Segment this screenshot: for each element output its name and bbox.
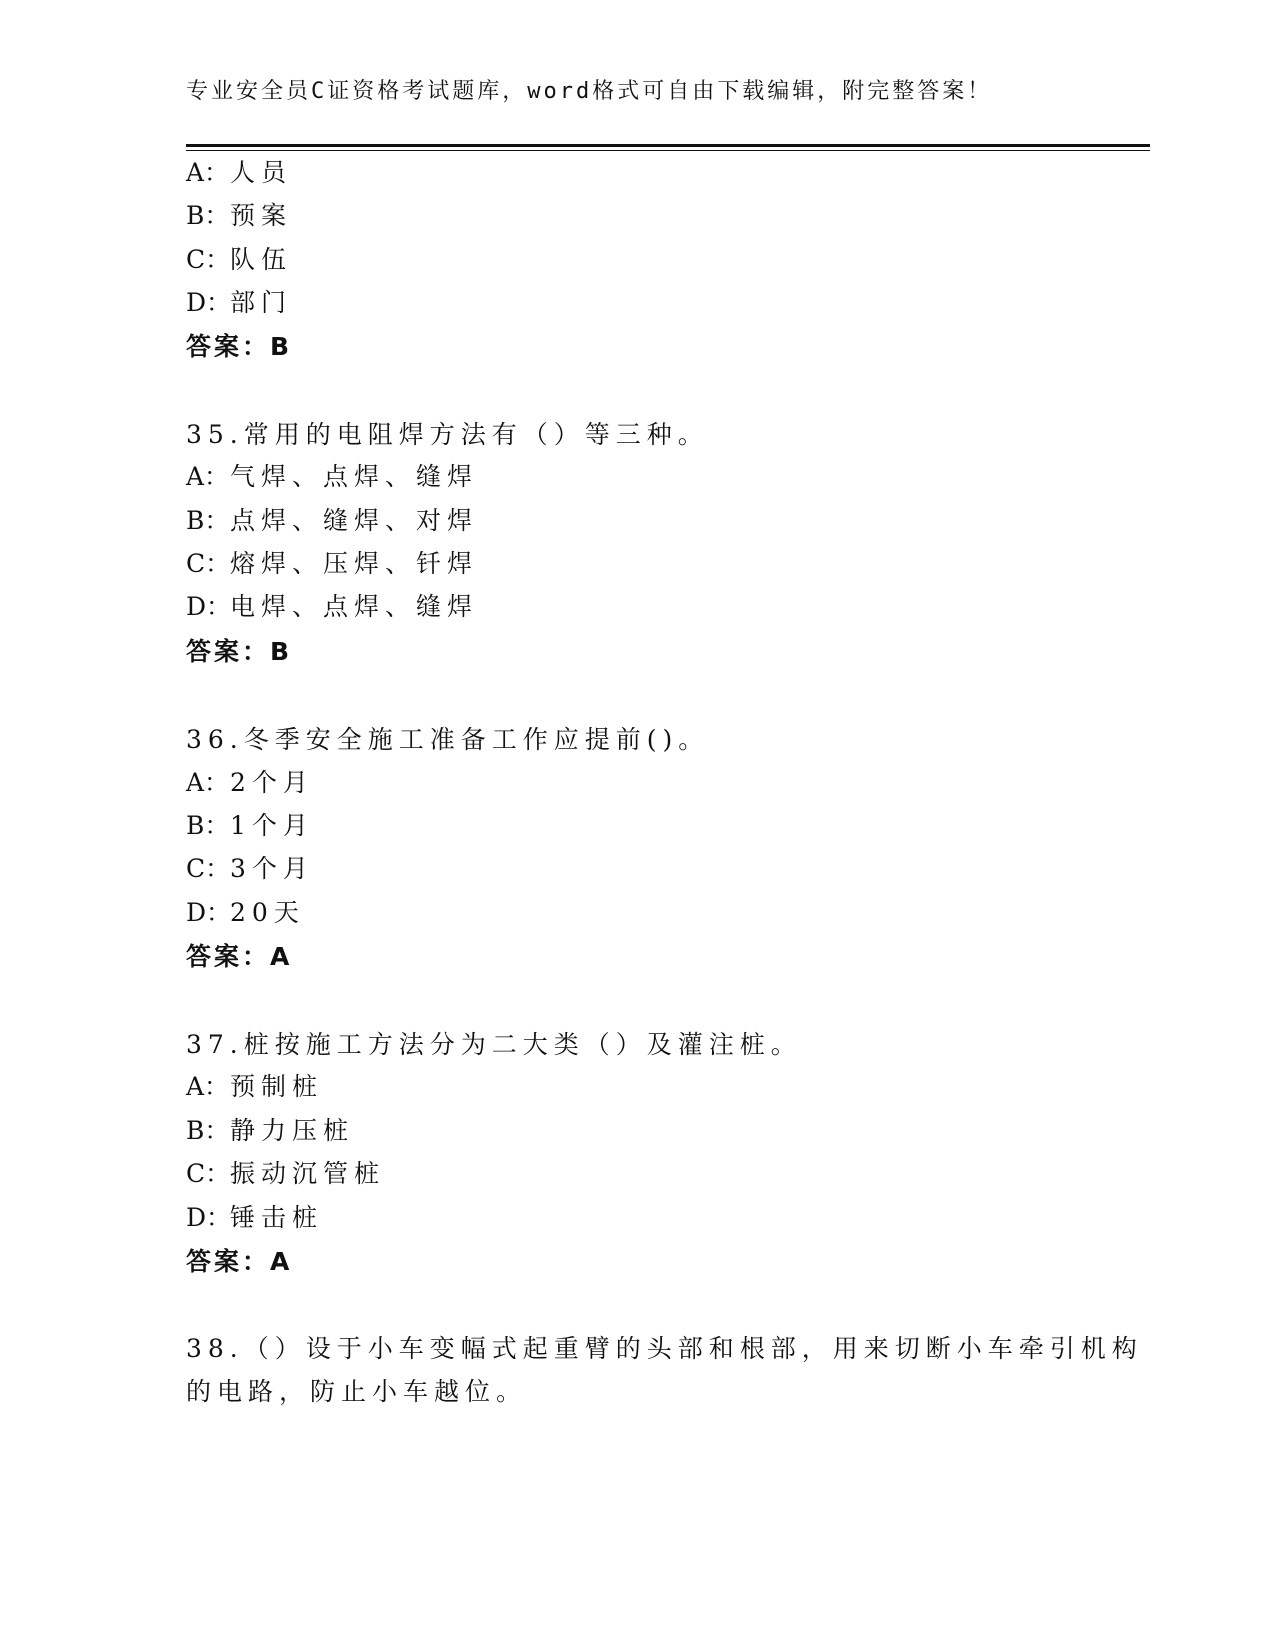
option-text: 熔焊、压焊、钎焊 xyxy=(230,549,479,578)
answer-line: 答案：A xyxy=(186,1247,293,1276)
option-line xyxy=(186,898,305,928)
option-key: B： xyxy=(186,811,230,840)
option-text: 振动沉管桩 xyxy=(230,1159,386,1188)
option-line xyxy=(186,592,478,622)
answer-line: 答案：B xyxy=(186,332,293,361)
option-line xyxy=(186,1116,354,1146)
option-line xyxy=(186,158,292,188)
option-key: B： xyxy=(186,1116,230,1145)
option-line xyxy=(186,1072,323,1102)
question-line: 37.桩按施工方法分为二大类（）及灌注桩。 xyxy=(186,1030,802,1059)
header-rule-thick xyxy=(186,144,1150,147)
option-text: 锤击桩 xyxy=(230,1203,324,1232)
option-key: A： xyxy=(186,462,230,491)
option-key: C： xyxy=(186,1159,231,1188)
option-text: 人员 xyxy=(230,158,293,187)
option-key: A： xyxy=(186,1072,230,1101)
option-key: C： xyxy=(186,245,231,274)
option-key: C： xyxy=(186,549,231,578)
option-key: D： xyxy=(186,898,232,927)
option-key: A： xyxy=(186,768,230,797)
option-text: 电焊、点焊、缝焊 xyxy=(230,592,479,621)
option-key: C： xyxy=(186,854,231,883)
option-text: 静力压桩 xyxy=(230,1116,355,1145)
option-text: 2个月 xyxy=(230,768,314,797)
option-line xyxy=(186,506,478,536)
page-header: 专业安全员C证资格考试题库，word格式可自由下载编辑，附完整答案！ xyxy=(186,79,993,104)
option-text: 部门 xyxy=(230,288,293,317)
option-key: B： xyxy=(186,506,230,535)
option-key: B： xyxy=(186,201,230,230)
option-key: D： xyxy=(186,288,232,317)
header-rule-thin xyxy=(186,150,1150,151)
option-line xyxy=(186,462,478,492)
option-line xyxy=(186,1203,323,1233)
answer-line: 答案：B xyxy=(186,637,293,666)
option-line xyxy=(186,549,478,579)
option-line xyxy=(186,1159,385,1189)
answer-line: 答案：A xyxy=(186,942,293,971)
option-text: 队伍 xyxy=(230,245,293,274)
question-line: 36.冬季安全施工准备工作应提前()。 xyxy=(186,725,710,754)
option-line xyxy=(186,245,292,275)
option-line xyxy=(186,768,314,798)
question-line: 38.（）设于小车变幅式起重臂的头部和根部，用来切断小车牵引机构 xyxy=(186,1334,1143,1363)
option-text: 预制桩 xyxy=(230,1072,324,1101)
option-key: A： xyxy=(186,158,230,187)
option-line xyxy=(186,811,314,841)
option-line xyxy=(186,854,314,884)
option-text: 点焊、缝焊、对焊 xyxy=(230,506,479,535)
option-text: 3个月 xyxy=(230,854,314,883)
option-text: 预案 xyxy=(230,201,293,230)
option-line xyxy=(186,288,292,318)
option-key: D： xyxy=(186,1203,232,1232)
option-text: 1个月 xyxy=(230,811,314,840)
question-line: 35.常用的电阻焊方法有（）等三种。 xyxy=(186,420,709,449)
option-text: 20天 xyxy=(230,898,305,927)
option-text: 气焊、点焊、缝焊 xyxy=(230,462,479,491)
question-line: 的电路，防止小车越位。 xyxy=(186,1377,528,1406)
option-line xyxy=(186,201,292,231)
option-key: D： xyxy=(186,592,232,621)
